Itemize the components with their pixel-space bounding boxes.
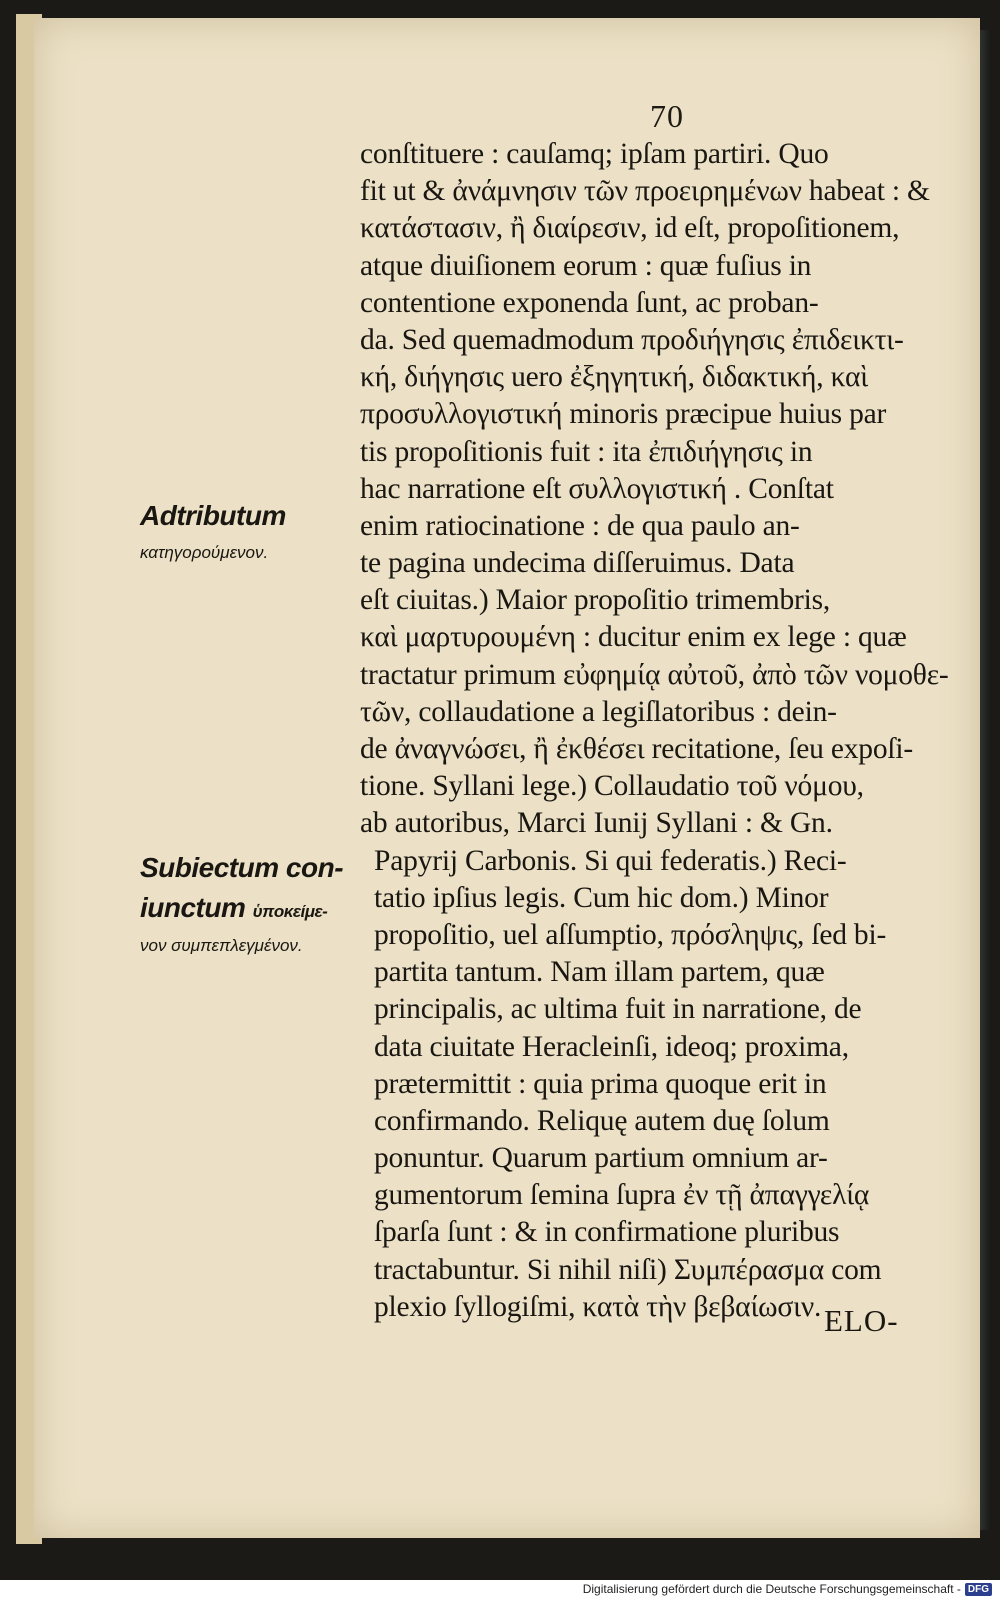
text-line: Papyrij Carbonis. Si qui federatis.) Reci- bbox=[374, 844, 847, 877]
margin-note-greek: νον συμπεπλεγμένον. bbox=[140, 936, 303, 955]
text-line: prætermittit : quia prima quoque erit in bbox=[374, 1067, 827, 1100]
text-line: hac narratione eſt συλλογιστική . Conſtat bbox=[360, 472, 834, 505]
margin-note-line bbox=[140, 888, 360, 929]
text-line: data ciuitate Heracleinſi, ideoq; proxima, bbox=[374, 1030, 849, 1063]
text-line: enim ratiocinatione : de qua paulo an- bbox=[360, 509, 800, 542]
text-line: κατάστασιν, ἢ διαίρεσιν, id eſt, propoſitionem, bbox=[360, 212, 900, 245]
text-line: ponuntur. Quarum partium omnium ar- bbox=[374, 1142, 828, 1175]
text-line: atque diuiſionem eorum : quæ fuſius in bbox=[360, 249, 812, 282]
text-line: eſt ciuitas.) Maior propoſitio trimembris, bbox=[360, 584, 831, 617]
text-line: ab autoribus, Marci Iunij Syllani : & Gn. bbox=[360, 807, 833, 840]
margin-note-heading: Subiectum con- bbox=[140, 852, 344, 883]
text-line: confirmando. Reliquę autem duę ſolum bbox=[374, 1104, 830, 1137]
text-line: καὶ μαρτυρουμένη : ducitur enim ex lege : quæ bbox=[360, 621, 907, 654]
text-line: de ἀναγνώσει, ἢ ἐκθέσει recitatione, ſeu expoſi- bbox=[360, 733, 914, 765]
text-line: tis propoſitionis fuit : ita ἐπιδιήγησις in bbox=[360, 435, 813, 468]
text-line: te pagina undecima diſſeruimus. Data bbox=[360, 547, 795, 580]
text-line: conſtituere : cauſamq; ipſam partiri. Quo bbox=[360, 138, 829, 170]
margin-note-adtributum bbox=[140, 496, 350, 570]
margin-note-subiectum bbox=[140, 848, 360, 963]
dfg-logo: DFG bbox=[965, 1583, 992, 1596]
text-line: plexio ſyllogiſmi, κατὰ τὴν βεβαίωσιν. bbox=[374, 1290, 822, 1323]
page-number: 70 bbox=[650, 98, 684, 134]
margin-note-greek: κατηγορούμενον. bbox=[140, 543, 269, 562]
text-line: propoſitio, uel aſſumptio, πρόσληψις, ſed bi- bbox=[374, 918, 887, 951]
text-line: principalis, ac ultima fuit in narratione, de bbox=[374, 993, 862, 1026]
text-line: tione. Syllani lege.) Collaudatio τοῦ νόμου, bbox=[360, 770, 864, 803]
catchword: ELO- bbox=[824, 1303, 899, 1338]
text-line: fit ut & ἀνάμνησιν τῶν προειρημένων habeat : & bbox=[360, 175, 930, 208]
text-line: da. Sed quemadmodum προδιήγησις ἐπιδεικτι- bbox=[360, 323, 904, 356]
text-line: tractabuntur. Si nihil niſi) Συμπέρασμα com bbox=[374, 1253, 882, 1286]
margin-note-word: iunctum bbox=[140, 892, 246, 923]
text-line: gumentorum ſemina ſupra ἐν τῇ ἀπαγγελίᾳ bbox=[374, 1179, 870, 1212]
main-text-column bbox=[360, 136, 970, 1326]
margin-note-heading: Adtributum bbox=[140, 500, 286, 531]
digitization-footer bbox=[583, 1582, 992, 1596]
footer-text: Digitalisierung gefördert durch die Deutsche Forschungsgemeinschaft - bbox=[582, 1582, 961, 1596]
text-line: tractatur primum εὐφημίᾳ αὐτοῦ, ἀπὸ τῶν νομοθε- bbox=[360, 658, 949, 691]
text-line: tatio ipſius legis. Cum hic dom.) Minor bbox=[374, 881, 829, 914]
text-line: partita tantum. Nam illam partem, quæ bbox=[374, 956, 825, 989]
text-line: κή, διήγησις uero ἐξηγητική, διδακτική, καὶ bbox=[360, 361, 869, 394]
text-line: contentione exponenda ſunt, ac proban- bbox=[360, 286, 819, 319]
text-line: ſparſa ſunt : & in confirmatione pluribus bbox=[374, 1216, 840, 1249]
text-line: τῶν, collaudatione a legiſlatoribus : dein- bbox=[360, 695, 837, 728]
margin-note-greek: ὑποκείμε- bbox=[252, 902, 328, 921]
text-line: προσυλλογιστική minoris præcipue huius par bbox=[360, 398, 887, 431]
